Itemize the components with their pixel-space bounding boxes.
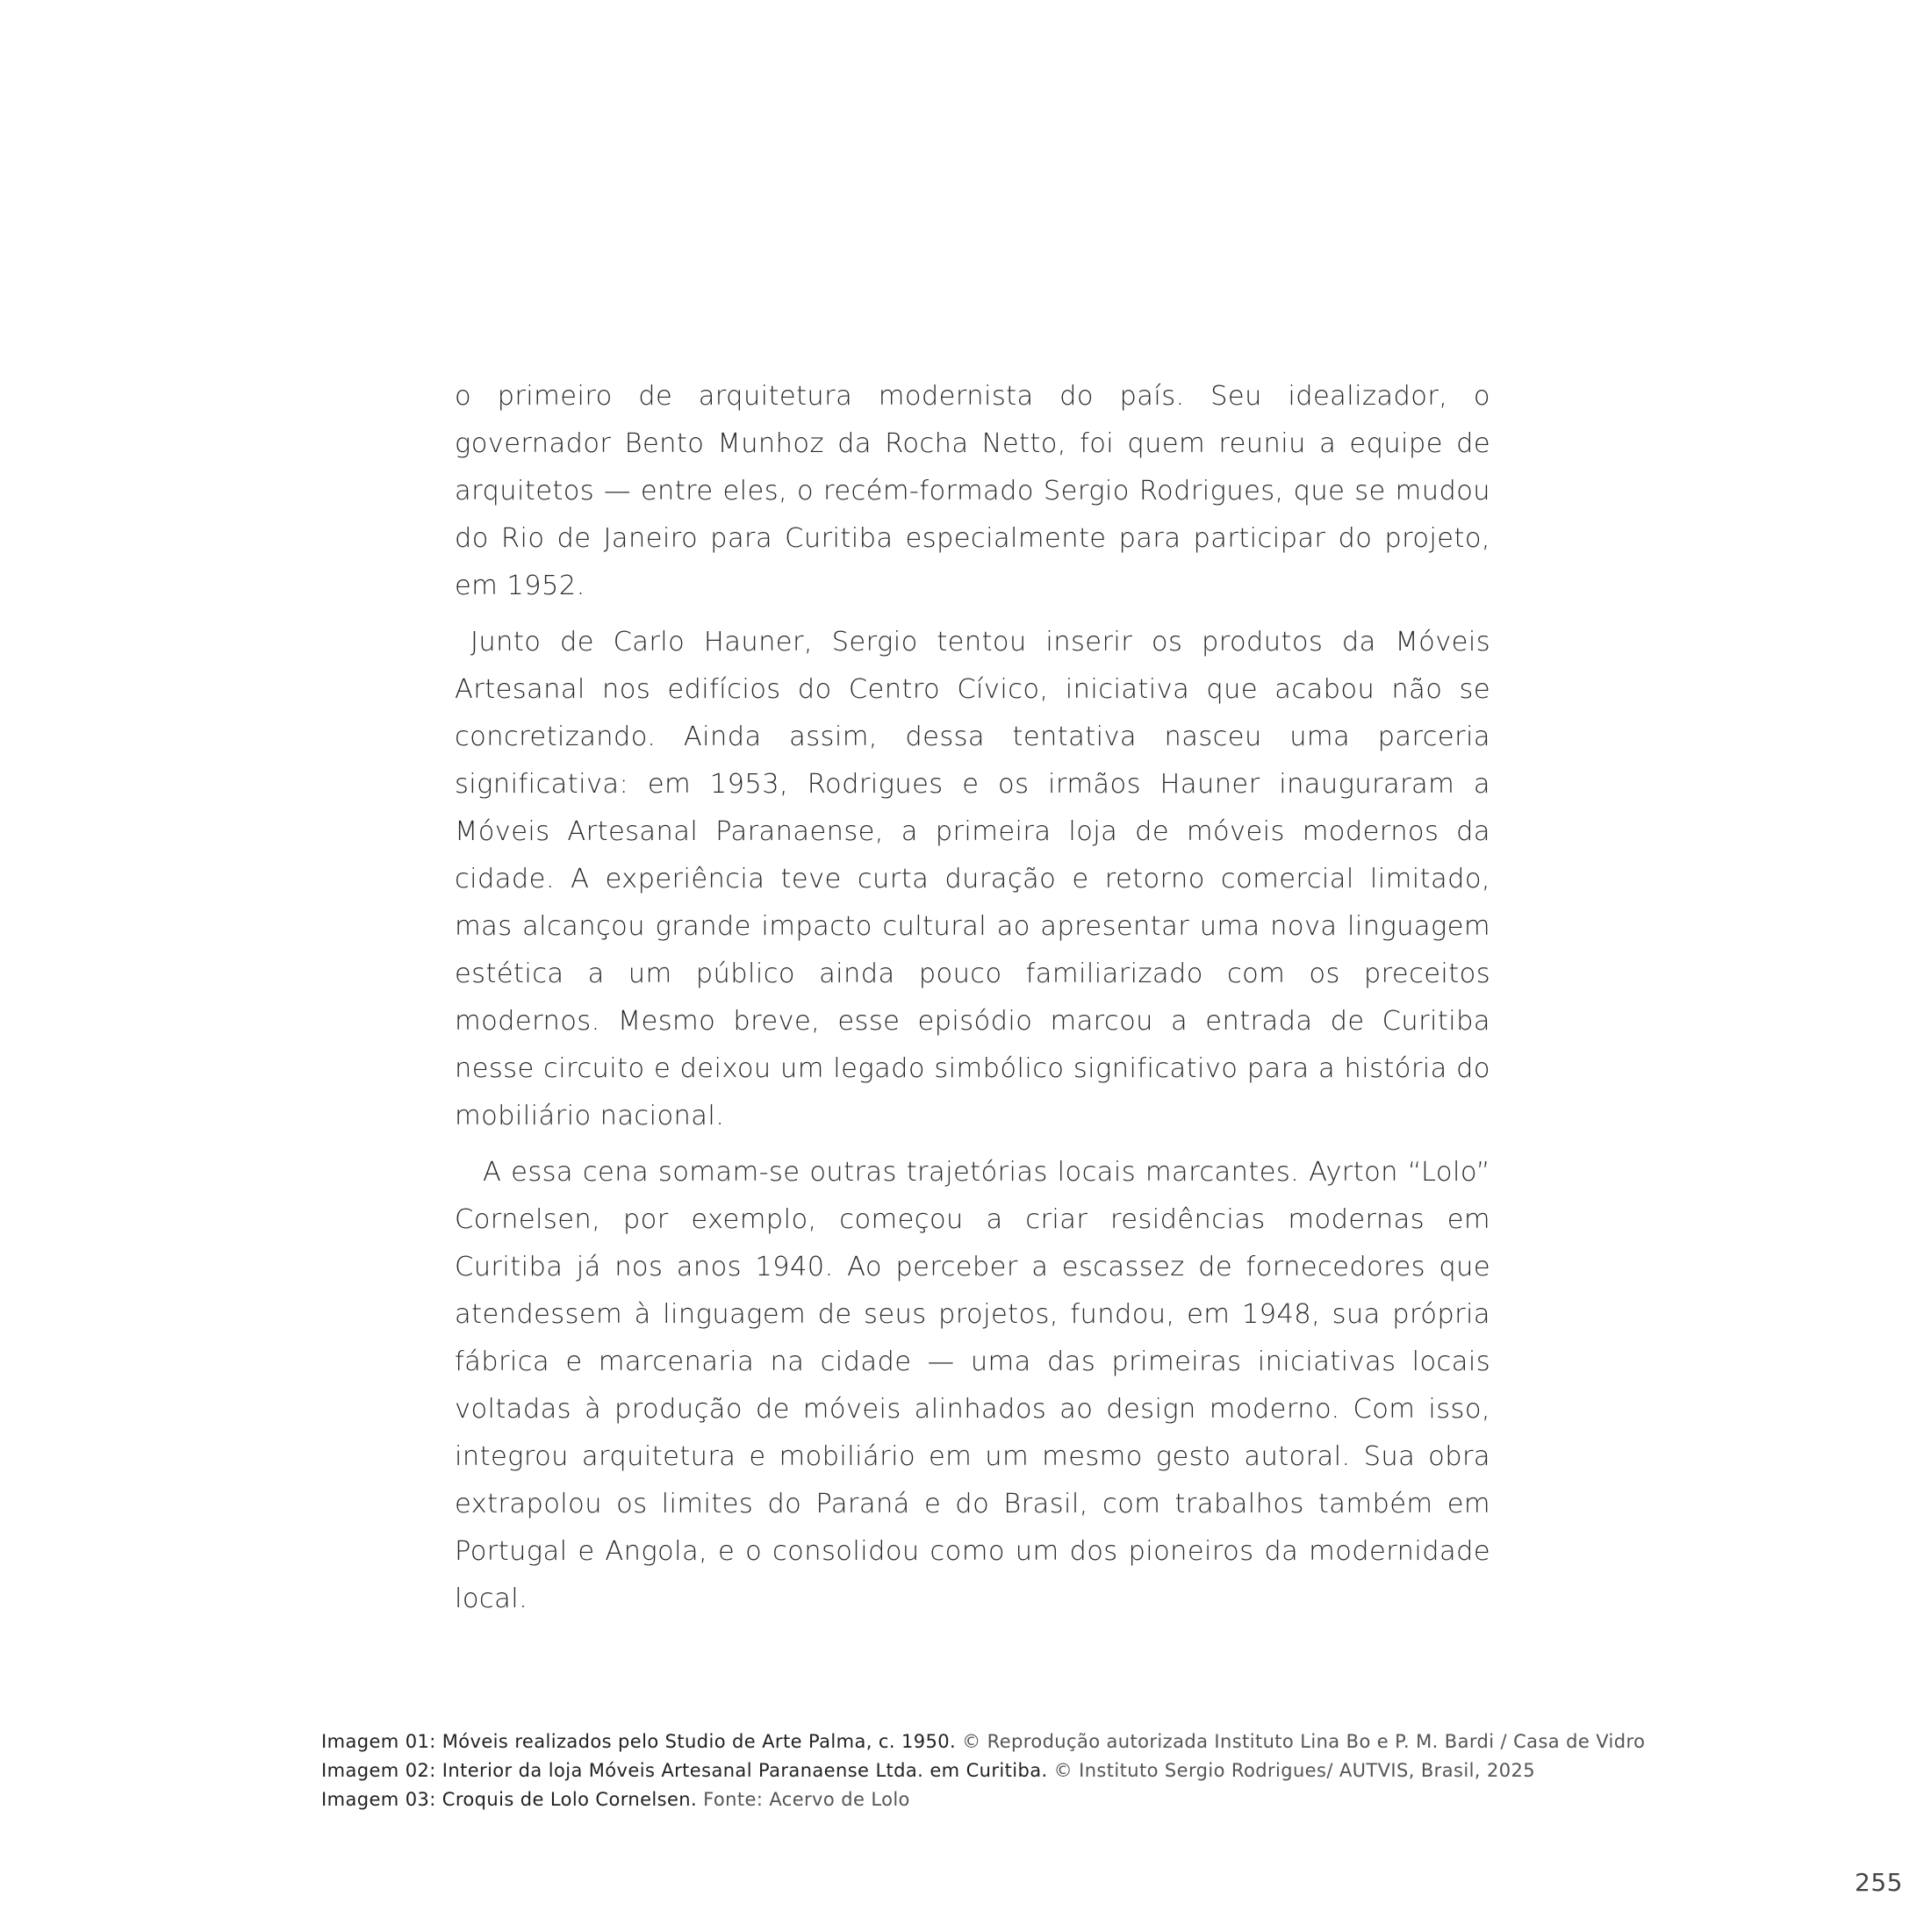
- caption-credit: © Reprodução autorizada Instituto Lina Bo e P. M. Bardi / Casa de Vidro: [962, 1731, 1646, 1752]
- caption-title: Imagem 02: Interior da loja Móveis Artesanal Paranaense Ltda. em Curitiba.: [321, 1760, 1048, 1781]
- paragraph-2: Junto de Carlo Hauner, Sergio tentou inserir os produtos da Móveis Artesanal nos edifícios do Centro Cívico, iniciativa que acabou não se concretizando. Ainda assim, dessa tentativa nasceu uma parceria significativa: em 1953, Rodrigues e os irmãos Hauner inauguraram a Móveis Artesanal Paranaense, a primeira loja de móveis modernos da cidade. A experiência teve curta duração e retorno comercial limitado, mas alcançou grande impacto cultural ao apresentar uma nova linguagem estética a um público ainda pouco familiarizado com os preceitos modernos. Mesmo breve, esse episódio marcou a entrada de Curitiba nesse circuito e deixou um legado simbólico significativo para a história do mobiliário nacional.: [455, 627, 1490, 1131]
- caption-credit: © Instituto Sergio Rodrigues/ AUTVIS, Brasil, 2025: [1053, 1760, 1535, 1781]
- image-captions: [321, 1727, 1901, 1814]
- caption-credit: Fonte: Acervo de Lolo: [703, 1789, 910, 1810]
- caption-title: Imagem 01: Móveis realizados pelo Studio de Arte Palma, c. 1950.: [321, 1731, 957, 1752]
- caption-image-01: [321, 1727, 1901, 1756]
- page-number: 255: [1855, 1868, 1903, 1897]
- caption-image-02: [321, 1756, 1901, 1785]
- caption-image-03: [321, 1785, 1901, 1814]
- caption-title: Imagem 03: Croquis de Lolo Cornelsen.: [321, 1789, 698, 1810]
- paragraph-3: A essa cena somam-se outras trajetórias locais marcantes. Ayrton “Lolo” Cornelsen, por exemplo, começou a criar residências modernas em Curitiba já nos anos 1940. Ao perceber a escassez de fornecedores que atendessem à linguagem de seus projetos, fundou, em 1948, sua própria fábrica e marcenaria na cidade — uma das primeiras iniciativas locais voltadas à produção de móveis alinhados ao design moderno. Com isso, integrou arquitetura e mobiliário em um mesmo gesto autoral. Sua obra extrapolou os limites do Paraná e do Brasil, com trabalhos também em Portugal e Angola, e o consolidou como um dos pioneiros da modernidade local.: [455, 1157, 1490, 1614]
- body-text: [455, 373, 1490, 1632]
- paragraph-1: o primeiro de arquitetura modernista do país. Seu idealizador, o governador Bento Munhoz da Rocha Netto, foi quem reuniu a equipe de arquitetos — entre eles, o recém-formado Sergio Rodrigues, que se mudou do Rio de Janeiro para Curitiba especialmente para participar do projeto, em 1952.: [455, 381, 1490, 601]
